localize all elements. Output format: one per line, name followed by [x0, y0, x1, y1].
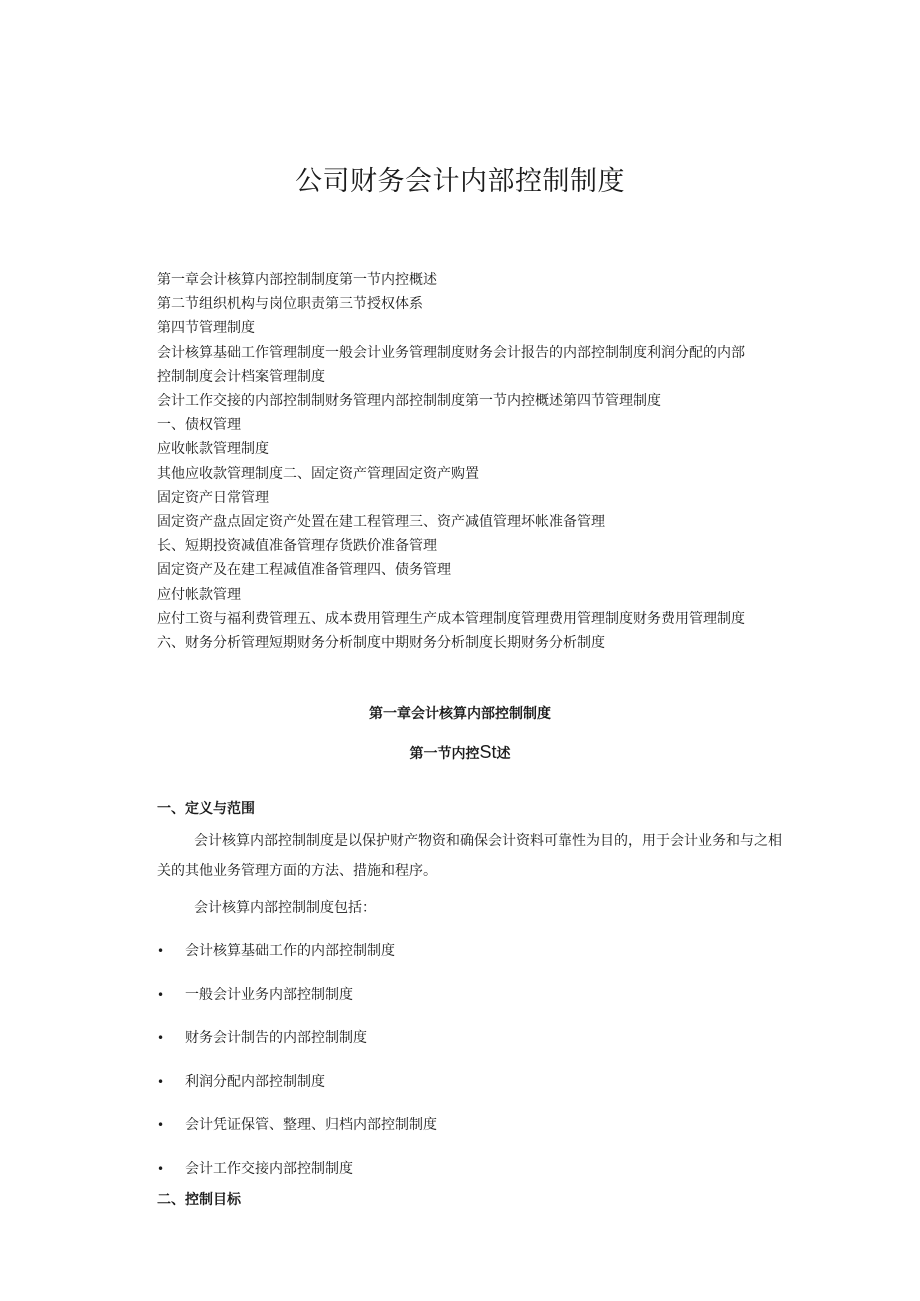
bullet-mark: • — [157, 944, 165, 958]
list-item — [157, 1114, 437, 1158]
toc-line: 固定资产日常管理 — [157, 489, 269, 506]
toc-line: 会计核算基础工作管理制度一般会计业务管理制度财务会计报告的内部控制制度利润分配的内部 — [157, 344, 745, 361]
toc-line: 应付工资与福利费管理五、成本费用管理生产成本管理制度管理费用管理制度财务费用管理制度 — [157, 610, 745, 627]
list-item — [157, 1071, 437, 1115]
bullet-mark: • — [157, 1118, 165, 1132]
toc-line: 会计工作交接的内部控制制财务管理内部控制制度第一节内控概述第四节管理制度 — [157, 393, 661, 410]
toc-line: 长、短期投资减值准备管理存货跌价准备管理 — [157, 538, 437, 555]
definition-scope-heading: 一、定义与范围 — [157, 801, 255, 817]
toc-line: 应收帐款管理制度 — [157, 441, 269, 458]
toc-line: 固定资产及在建工程减值准备管理四、债务管理 — [157, 562, 451, 579]
toc-line: 应付帐款管理 — [157, 586, 241, 603]
section-heading-suffix: 述 — [496, 746, 511, 762]
list-item — [157, 984, 437, 1028]
list-item-text: 利润分配内部控制制度 — [185, 1073, 325, 1090]
definition-paragraph: 会计核算内部控制制度是以保护财产物资和确保会计资料可靠性为目的，用于会计业务和与之相关的其他业务管理方面的方法、措施和程序。 — [157, 833, 782, 879]
list-item-text: 会计核算基础工作的内部控制制度 — [185, 943, 395, 959]
bullet-mark: • — [157, 1161, 165, 1176]
control-system-list — [157, 940, 437, 1201]
chapter-heading: 第一章会计核算内部控制制度 — [369, 706, 551, 722]
bullet-mark: • — [157, 1074, 165, 1089]
list-item — [157, 1027, 437, 1071]
toc-line: 一、债权管理 — [157, 417, 241, 434]
section-heading-prefix: 第一节内控 — [409, 746, 480, 762]
includes-intro: 会计核算内部控制制度包括： — [194, 900, 376, 916]
list-item-text: 会计工作交接内部控制制度 — [185, 1160, 353, 1177]
section-heading-latin: St — [479, 742, 497, 762]
toc-line: 第一章会计核算内部控制制度第一节内控概述 — [157, 272, 437, 288]
control-objective-heading: 二、控制目标 — [157, 1192, 241, 1208]
page-title: 公司财务会计内部控制制度 — [295, 166, 625, 198]
table-of-contents — [157, 268, 797, 655]
toc-line: 六、财务分析管理短期财务分析制度中期财务分析制度长期财务分析制度 — [157, 635, 605, 652]
toc-line: 其他应收款管理制度二、固定资产管理固定资产购置 — [157, 465, 479, 482]
list-item-text: 会计凭证保管、整理、归档内部控制制度 — [185, 1117, 437, 1133]
bullet-mark: • — [157, 1031, 165, 1045]
list-item-text: 一般会计业务内部控制制度 — [185, 986, 353, 1003]
list-item-text: 财务会计制告的内部控制制度 — [185, 1030, 367, 1046]
section-heading — [0, 741, 920, 765]
toc-line: 第四节管理制度 — [157, 320, 255, 337]
toc-line: 第二节组织机构与岗位职责第三节授权体系 — [157, 296, 423, 313]
toc-line: 固定资产盘点固定资产处置在建工程管理三、资产减值管理坏帐准备管理 — [157, 514, 605, 531]
bullet-mark: • — [157, 987, 165, 1002]
toc-line: 控制制度会计档案管理制度 — [157, 368, 325, 385]
list-item — [157, 940, 437, 984]
